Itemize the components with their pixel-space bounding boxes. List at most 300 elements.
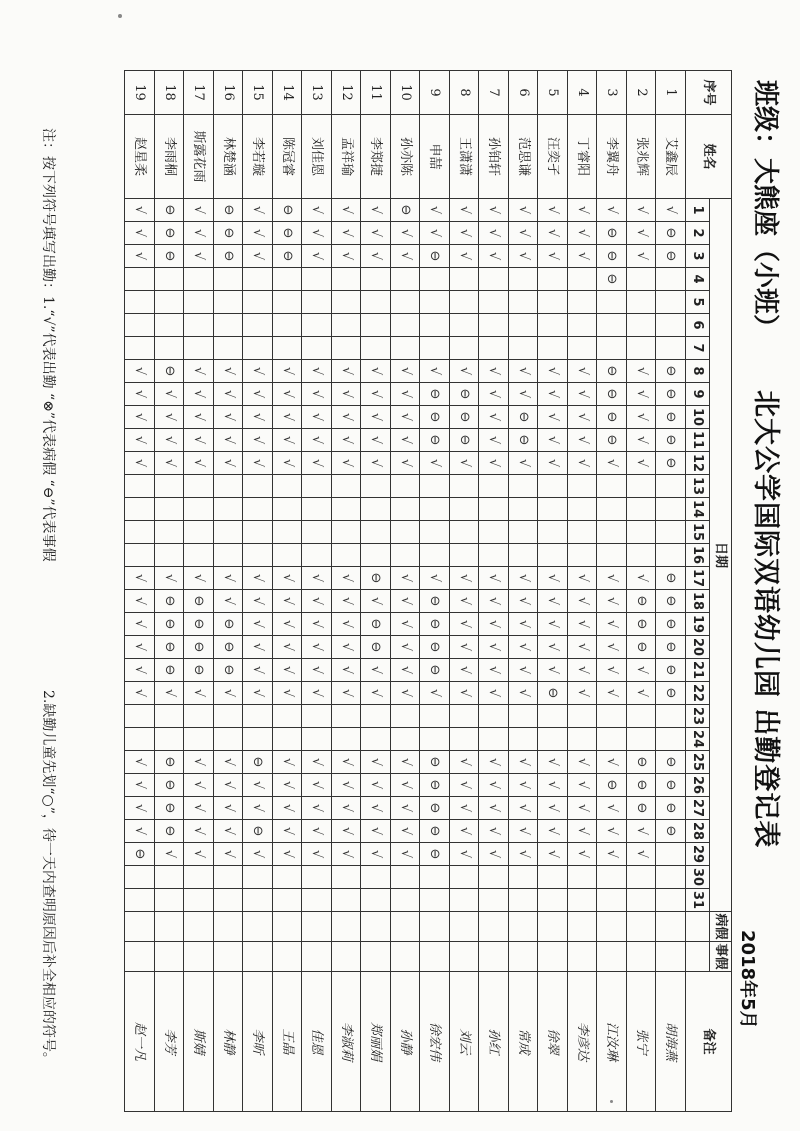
attendance-mark: √ (479, 636, 509, 659)
attendance-mark: √ (597, 682, 627, 705)
attendance-mark (214, 337, 244, 360)
attendance-mark: √ (155, 843, 185, 866)
attendance-mark (568, 268, 598, 291)
month-label: 2018年5月 (737, 930, 758, 1029)
attendance-mark: √ (450, 360, 480, 383)
attendance-mark (302, 728, 332, 751)
attendance-mark (125, 314, 155, 337)
day-number: 31 (686, 889, 710, 912)
attendance-mark (125, 475, 155, 498)
attendance-mark: √ (538, 797, 568, 820)
attendance-mark: √ (302, 682, 332, 705)
attendance-mark: √ (538, 843, 568, 866)
attendance-mark: √ (332, 843, 362, 866)
attendance-mark (361, 475, 391, 498)
attendance-mark (656, 268, 686, 291)
day-number: 23 (686, 705, 710, 728)
attendance-mark (479, 889, 509, 912)
attendance-mark (656, 728, 686, 751)
sick-count (243, 912, 273, 942)
student-row (391, 71, 421, 1112)
attendance-mark: √ (302, 199, 332, 222)
attendance-mark: ⊖ (273, 199, 303, 222)
attendance-mark: √ (273, 774, 303, 797)
attendance-mark: √ (214, 452, 244, 475)
attendance-mark (302, 889, 332, 912)
attendance-mark (391, 544, 421, 567)
attendance-mark: √ (125, 567, 155, 590)
attendance-mark: ⊖ (155, 751, 185, 774)
attendance-mark: √ (184, 429, 214, 452)
attendance-mark: √ (509, 222, 539, 245)
attendance-mark (184, 475, 214, 498)
attendance-mark (420, 314, 450, 337)
attendance-mark: √ (450, 452, 480, 475)
attendance-mark: √ (509, 567, 539, 590)
attendance-mark (538, 544, 568, 567)
attendance-mark: √ (597, 843, 627, 866)
attendance-mark (509, 521, 539, 544)
attendance-mark: √ (391, 245, 421, 268)
day-number: 26 (686, 774, 710, 797)
attendance-mark: ⊖ (656, 429, 686, 452)
attendance-mark (243, 498, 273, 521)
attendance-mark (214, 728, 244, 751)
attendance-mark (184, 498, 214, 521)
attendance-mark (627, 268, 657, 291)
attendance-mark: √ (155, 567, 185, 590)
attendance-mark: √ (479, 774, 509, 797)
attendance-mark (243, 337, 273, 360)
attendance-mark (509, 314, 539, 337)
attendance-mark: √ (332, 659, 362, 682)
attendance-mark: √ (361, 245, 391, 268)
personal-count (420, 942, 450, 972)
attendance-mark: √ (361, 843, 391, 866)
attendance-mark: √ (184, 751, 214, 774)
attendance-mark: √ (538, 751, 568, 774)
sick-count (155, 912, 185, 942)
attendance-mark: √ (479, 797, 509, 820)
attendance-mark (597, 866, 627, 889)
day-number: 16 (686, 544, 710, 567)
attendance-mark (273, 291, 303, 314)
attendance-mark (214, 544, 244, 567)
attendance-mark: ⊖ (214, 613, 244, 636)
attendance-mark (597, 728, 627, 751)
attendance-mark: √ (420, 567, 450, 590)
attendance-mark: ⊖ (450, 383, 480, 406)
attendance-mark: √ (184, 797, 214, 820)
attendance-mark: √ (243, 659, 273, 682)
attendance-mark: √ (243, 429, 273, 452)
personal-count (243, 942, 273, 972)
attendance-mark (332, 705, 362, 728)
student-name: 王潇潇 (450, 115, 480, 199)
attendance-mark: √ (361, 199, 391, 222)
attendance-mark (627, 291, 657, 314)
attendance-mark: √ (214, 383, 244, 406)
attendance-mark: √ (479, 222, 509, 245)
attendance-mark (479, 728, 509, 751)
attendance-mark (214, 889, 244, 912)
attendance-mark (450, 475, 480, 498)
attendance-mark (361, 337, 391, 360)
attendance-mark (361, 705, 391, 728)
attendance-mark: √ (361, 590, 391, 613)
attendance-mark: √ (184, 774, 214, 797)
attendance-mark (568, 705, 598, 728)
sick-count (450, 912, 480, 942)
attendance-mark (509, 291, 539, 314)
student-row (125, 71, 155, 1112)
attendance-mark: √ (332, 774, 362, 797)
student-row (155, 71, 185, 1112)
day-number: 10 (686, 406, 710, 429)
attendance-mark: √ (391, 590, 421, 613)
attendance-mark: ⊖ (243, 751, 273, 774)
attendance-mark (450, 544, 480, 567)
attendance-mark (420, 889, 450, 912)
day-number: 24 (686, 728, 710, 751)
attendance-mark: ⊖ (420, 659, 450, 682)
attendance-mark: √ (450, 682, 480, 705)
attendance-mark: √ (450, 613, 480, 636)
attendance-mark: √ (627, 659, 657, 682)
attendance-mark: √ (391, 797, 421, 820)
attendance-mark (479, 268, 509, 291)
attendance-mark: ⊖ (509, 429, 539, 452)
attendance-mark: √ (568, 406, 598, 429)
remark-signature: 林静 (214, 972, 244, 1112)
attendance-mark: √ (479, 383, 509, 406)
remark-signature: 张宁 (627, 972, 657, 1112)
attendance-mark: ⊖ (538, 682, 568, 705)
attendance-mark: √ (125, 797, 155, 820)
attendance-mark (420, 866, 450, 889)
attendance-mark (243, 889, 273, 912)
attendance-mark: √ (627, 406, 657, 429)
attendance-mark: √ (184, 567, 214, 590)
attendance-mark: √ (627, 360, 657, 383)
personal-count (597, 942, 627, 972)
attendance-mark (509, 889, 539, 912)
attendance-mark: √ (568, 613, 598, 636)
attendance-mark (243, 521, 273, 544)
attendance-mark: √ (214, 774, 244, 797)
attendance-mark: √ (597, 590, 627, 613)
attendance-mark: √ (332, 452, 362, 475)
remark-signature: 徐宏伟 (420, 972, 450, 1112)
attendance-mark (627, 728, 657, 751)
attendance-mark: √ (538, 636, 568, 659)
attendance-mark (627, 337, 657, 360)
attendance-mark: ⊖ (656, 774, 686, 797)
attendance-mark: ⊖ (627, 613, 657, 636)
attendance-mark (214, 314, 244, 337)
class-label: 班级：大熊座（小班） (750, 80, 780, 341)
attendance-mark: √ (568, 383, 598, 406)
student-name: 刘佳恩 (302, 115, 332, 199)
attendance-mark: ⊖ (656, 567, 686, 590)
attendance-mark: √ (125, 360, 155, 383)
attendance-mark (538, 866, 568, 889)
attendance-mark (214, 475, 244, 498)
attendance-mark: √ (627, 222, 657, 245)
attendance-mark: √ (391, 567, 421, 590)
attendance-mark: √ (302, 820, 332, 843)
attendance-mark: √ (597, 751, 627, 774)
attendance-mark (656, 498, 686, 521)
attendance-mark: √ (273, 590, 303, 613)
attendance-mark: ⊖ (597, 429, 627, 452)
attendance-mark (243, 475, 273, 498)
attendance-mark: √ (361, 383, 391, 406)
attendance-mark: √ (450, 820, 480, 843)
attendance-mark (302, 544, 332, 567)
attendance-mark (125, 498, 155, 521)
attendance-mark (214, 291, 244, 314)
attendance-mark: √ (627, 199, 657, 222)
attendance-mark: √ (302, 774, 332, 797)
attendance-mark: √ (479, 429, 509, 452)
attendance-mark: ⊖ (597, 222, 627, 245)
attendance-mark: √ (332, 199, 362, 222)
student-name: 孟祥瑜 (332, 115, 362, 199)
attendance-mark: √ (332, 751, 362, 774)
attendance-mark: ⊖ (509, 406, 539, 429)
remark-signature: 江汝琳 (597, 972, 627, 1112)
student-no: 16 (214, 71, 244, 115)
attendance-mark: √ (509, 797, 539, 820)
attendance-mark: ⊖ (656, 659, 686, 682)
attendance-mark: √ (538, 383, 568, 406)
attendance-mark: ⊖ (420, 590, 450, 613)
attendance-mark: √ (568, 567, 598, 590)
personal-count (538, 942, 568, 972)
sick-count (538, 912, 568, 942)
attendance-mark: √ (568, 659, 598, 682)
attendance-mark: √ (332, 590, 362, 613)
attendance-mark: ⊖ (656, 452, 686, 475)
header-date: 日期 (710, 199, 732, 912)
attendance-mark (302, 521, 332, 544)
attendance-mark: √ (184, 245, 214, 268)
attendance-mark (391, 889, 421, 912)
attendance-mark: ⊖ (597, 406, 627, 429)
attendance-mark: √ (479, 590, 509, 613)
attendance-mark: √ (332, 383, 362, 406)
remark-signature: 孙静 (391, 972, 421, 1112)
attendance-mark: √ (361, 751, 391, 774)
remark-signature: 胡海燕 (656, 972, 686, 1112)
attendance-mark (361, 521, 391, 544)
attendance-mark: √ (214, 590, 244, 613)
attendance-mark: ⊖ (656, 590, 686, 613)
attendance-mark: ⊖ (597, 774, 627, 797)
attendance-mark: √ (243, 245, 273, 268)
attendance-mark (332, 337, 362, 360)
attendance-mark: √ (479, 406, 509, 429)
student-row (627, 71, 657, 1112)
attendance-mark: √ (302, 613, 332, 636)
attendance-mark: √ (332, 429, 362, 452)
sick-count (125, 912, 155, 942)
student-no: 2 (627, 71, 657, 115)
attendance-mark: ⊖ (656, 222, 686, 245)
student-row (568, 71, 598, 1112)
sick-count (391, 912, 421, 942)
attendance-mark (479, 291, 509, 314)
attendance-mark: √ (125, 774, 155, 797)
attendance-mark: √ (361, 452, 391, 475)
attendance-mark (125, 544, 155, 567)
attendance-mark: √ (568, 199, 598, 222)
attendance-mark (538, 291, 568, 314)
attendance-mark (627, 889, 657, 912)
attendance-mark: √ (273, 360, 303, 383)
attendance-mark: √ (568, 590, 598, 613)
attendance-mark (273, 544, 303, 567)
attendance-mark: √ (420, 360, 450, 383)
attendance-mark (273, 268, 303, 291)
attendance-mark: √ (361, 820, 391, 843)
attendance-mark (214, 866, 244, 889)
attendance-mark: ⊖ (184, 636, 214, 659)
attendance-mark: √ (568, 797, 598, 820)
attendance-mark: √ (568, 360, 598, 383)
attendance-mark (155, 268, 185, 291)
attendance-mark (184, 337, 214, 360)
attendance-mark: √ (361, 774, 391, 797)
day-number: 3 (686, 245, 710, 268)
attendance-mark: √ (302, 360, 332, 383)
attendance-mark (243, 705, 273, 728)
personal-count (450, 942, 480, 972)
attendance-mark: √ (597, 820, 627, 843)
attendance-mark (391, 337, 421, 360)
attendance-mark: √ (155, 406, 185, 429)
attendance-mark: √ (332, 797, 362, 820)
attendance-mark: √ (273, 820, 303, 843)
attendance-mark: √ (450, 659, 480, 682)
attendance-mark: ⊖ (155, 774, 185, 797)
attendance-mark (332, 291, 362, 314)
attendance-mark: √ (627, 820, 657, 843)
attendance-mark: √ (302, 452, 332, 475)
attendance-mark: √ (332, 406, 362, 429)
attendance-mark: √ (597, 199, 627, 222)
attendance-mark (420, 337, 450, 360)
attendance-mark (568, 337, 598, 360)
sick-count (184, 912, 214, 942)
personal-count (273, 942, 303, 972)
attendance-mark: ⊖ (597, 383, 627, 406)
attendance-mark (450, 705, 480, 728)
attendance-mark: ⊖ (155, 820, 185, 843)
attendance-mark (656, 475, 686, 498)
sick-count (597, 912, 627, 942)
attendance-mark (509, 544, 539, 567)
footnote-1: 注：按下列符号填写出勤：1.“√”代表出勤 “⊗”代表病假 “⊖”代表事假 (40, 128, 56, 562)
attendance-mark (420, 521, 450, 544)
attendance-mark (450, 498, 480, 521)
attendance-mark (450, 889, 480, 912)
attendance-mark (332, 268, 362, 291)
attendance-mark: ⊖ (184, 590, 214, 613)
attendance-mark: √ (627, 429, 657, 452)
attendance-mark: ⊖ (184, 659, 214, 682)
attendance-mark: ⊖ (155, 245, 185, 268)
attendance-mark: √ (627, 383, 657, 406)
attendance-mark (184, 314, 214, 337)
student-row (214, 71, 244, 1112)
attendance-mark: √ (273, 406, 303, 429)
attendance-mark (243, 291, 273, 314)
attendance-mark: √ (214, 843, 244, 866)
attendance-mark: √ (302, 222, 332, 245)
attendance-mark (332, 475, 362, 498)
attendance-mark (656, 521, 686, 544)
attendance-mark: √ (509, 383, 539, 406)
student-name: 林楚涵 (214, 115, 244, 199)
attendance-mark: √ (509, 682, 539, 705)
attendance-mark: √ (302, 383, 332, 406)
attendance-mark (597, 498, 627, 521)
attendance-mark: √ (479, 820, 509, 843)
attendance-mark: √ (302, 429, 332, 452)
attendance-mark: √ (184, 383, 214, 406)
header-row-top (710, 71, 732, 1112)
attendance-mark: √ (450, 843, 480, 866)
attendance-mark (597, 314, 627, 337)
student-no: 1 (656, 71, 686, 115)
attendance-mark: ⊖ (155, 360, 185, 383)
attendance-mark: √ (214, 820, 244, 843)
attendance-mark: √ (332, 613, 362, 636)
personal-count (479, 942, 509, 972)
attendance-mark: √ (420, 199, 450, 222)
attendance-mark: √ (125, 222, 155, 245)
attendance-mark (125, 705, 155, 728)
attendance-mark: ⊖ (656, 797, 686, 820)
attendance-mark: √ (184, 452, 214, 475)
attendance-mark: √ (184, 682, 214, 705)
attendance-mark: √ (627, 245, 657, 268)
attendance-mark: √ (243, 406, 273, 429)
header-blank (686, 942, 710, 972)
attendance-mark: √ (243, 636, 273, 659)
attendance-mark: √ (509, 843, 539, 866)
day-number: 20 (686, 636, 710, 659)
attendance-mark: √ (479, 682, 509, 705)
attendance-mark: √ (627, 682, 657, 705)
attendance-mark (302, 498, 332, 521)
attendance-mark: ⊖ (420, 843, 450, 866)
student-name: 李雨桐 (155, 115, 185, 199)
student-no: 7 (479, 71, 509, 115)
attendance-mark: √ (243, 774, 273, 797)
attendance-mark (420, 475, 450, 498)
attendance-mark (627, 544, 657, 567)
attendance-mark: √ (597, 567, 627, 590)
attendance-mark: ⊖ (155, 636, 185, 659)
day-number: 22 (686, 682, 710, 705)
attendance-mark (391, 475, 421, 498)
attendance-mark: √ (391, 222, 421, 245)
attendance-mark (243, 268, 273, 291)
personal-count (214, 942, 244, 972)
